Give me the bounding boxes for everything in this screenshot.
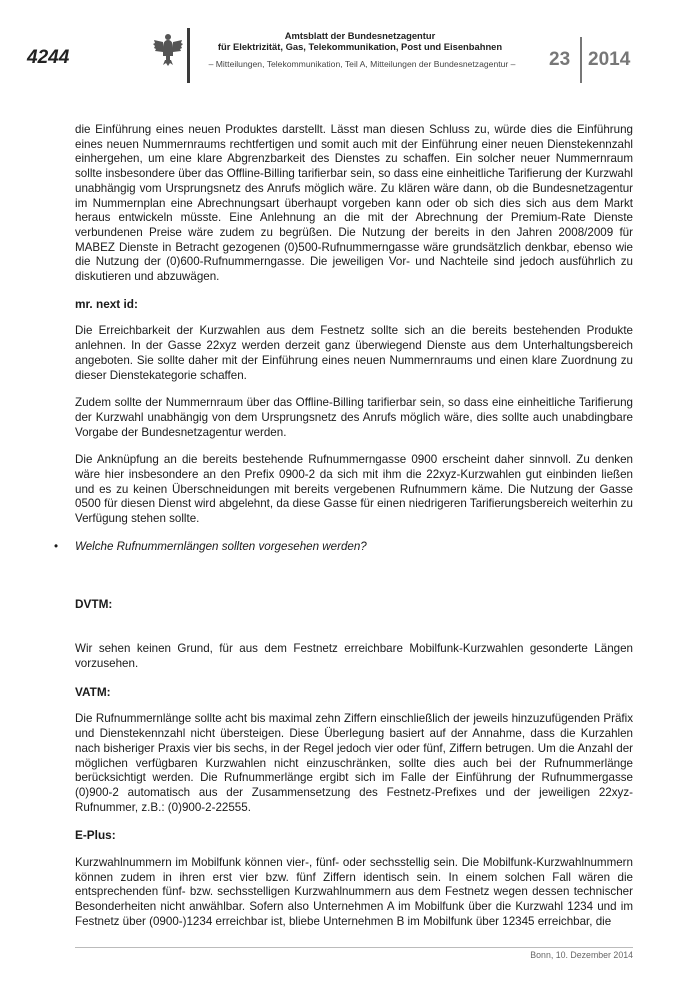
dvtm-paragraph: Wir sehen keinen Grund, für aus dem Festnetz erreichbare Mobilfunk-Kurzwahlen gesonderte Längen vorzusehen.: [75, 642, 633, 670]
issue-year: 2014: [588, 49, 631, 70]
mrnextid-paragraph-2: Zudem sollte der Nummernraum über das Offline-Billing tarifierbar sein, so dass eine einheitliche Tarifierung der Kurzwahl unabhängig von dem Ursprungsnetz des Anrufs möglich wäre, dies sollte auch unabdingbare Vorgabe der Bundesnetzagentur werden.: [75, 396, 633, 439]
federal-eagle-icon: [153, 32, 183, 66]
section-heading-eplus: E-Plus:: [75, 828, 116, 843]
question-text: Welche Rufnummernlängen sollten vorgesehen werden?: [75, 539, 367, 553]
article-body: [54, 123, 633, 943]
section-heading-mrnextid: mr. next id:: [75, 296, 138, 311]
intro-paragraph: die Einführung eines neuen Produktes darstellt. Lässt man diesen Schluss zu, würde dies die Einführung eines neuen Nummernraums rechtfertigen und somit auch mit der Einführung einer neuen Dienstekennzahl einhergehen, um eine klare Abgrenzbarkeit des Dienstes zu schaffen. Ein solcher neuer Nummernraum sollte insbesondere über das Offline-Billing tarifierbar sein, so dass eine einheitliche Tarifierung der Kurzwahl unabhängig vom Ursprungsnetz des Anrufs möglich wäre. Zu klären wäre dann, ob die Bundesnetzagentur im Nummernplan eine Abrechnungsart überhaupt vorgeben kann oder ob sich dies sich aus dem Markt heraus entwickeln müsste. Eine Anlehnung an die mit der Abrechnung der Premium-Rate Dienste verbundenen Preise wäre zudem zu begrüßen. Die Nutzung der bereits in den Jahren 2008/2009 für MABEZ Dienste in Betracht gezogenen (0)500-Rufnummerngasse wäre grundsätzlich denkbar, ebenso wie die Nutzung der (0)600-Rufnummerngasse. Die jeweiligen Vor- und Nachteile sind jedoch ausführlich zu diskutieren und abzuwägen.: [75, 123, 633, 284]
issue-divider: [580, 37, 582, 83]
mrnextid-paragraph-3: Die Anknüpfung an die bereits bestehende Rufnummerngasse 0900 erscheint daher sinnvoll. Zu denken wäre hier insbesondere an den Prefix 0900-2 da sich mit ihm die 22xyz-Kurzwahlen gut einbinden ließen und es zu keinen Überschneidungen mit bereits vergebenen Rufnummern käme. Die Nutzung der Gasse 0500 für diesen Dienst wird abgelehnt, da diese Gasse für einen niedrigeren Tarifierungsbereich weiterhin zu Verfügung stehen sollte.: [75, 453, 633, 526]
footer-date: Bonn, 10. Dezember 2014: [530, 950, 633, 960]
issue-number: 23: [549, 49, 571, 70]
footer-divider: [75, 947, 633, 948]
question-bullet: [54, 539, 633, 555]
bullet-icon: •: [54, 539, 59, 553]
section-heading-vatm: VATM:: [75, 684, 111, 699]
mrnextid-paragraph-1: Die Erreichbarkeit der Kurzwahlen aus dem Festnetz sollte sich an die bereits bestehenden Produkte anlehnen. In der Gasse 22xyz werden derzeit ganz überwiegend Dienste aus dem Unterhaltungsbereich angeboten. Sie sollte daher mit der Einführung eines neuen Nummernraums und einen klare Zuordnung zu dieser Dienstekategorie schaffen.: [75, 324, 633, 382]
vatm-paragraph: Die Rufnummernlänge sollte acht bis maximal zehn Ziffern einschließlich der jeweils hinzuzufügenden Präfix und Dienstekennzahl nicht übersteigen. Diese Überlegung basiert auf der Annahme, dass die Kurzahlen nach bisheriger Praxis vier bis sechs, in der Regel jedoch vier oder fünf, Ziffern betrugen. Um die Anzahl der möglichen verfügbaren Kurzwahlen nicht einzuschränken, sollte dies auch bei der Rufnummerlänge berücksichtigt werden. Die Rufnummerlänge ergibt sich im Falle der Einführung der Rufnummergasse (0)900-2 automatisch aus der Zusammensetzung des Festnetz-Prefixes und der jeweiligen 22xyz-Rufnummer, z.B.: (0)900-2-22555.: [75, 712, 633, 814]
gazette-title-subline: für Elektrizität, Gas, Telekommunikation, Post und Eisenbahnen: [217, 41, 503, 52]
section-heading-dvtm: DVTM:: [75, 596, 113, 611]
eplus-paragraph: Kurzwahlnummern im Mobilfunk können vier-, fünf- oder sechsstellig sein. Die Mobilfunk-Kurzwahlnummern können zudem in ihren erst vier bzw. fünf Ziffern identisch sein. In einem solchen Fall wären die entsprechenden fünf- bzw. sechsstelligen Kurzwahlnummern aus dem Festnetz wegen dessen technischer Besonderheiten nicht anwählbar. Sofern also Unternehmen A im Mobilfunk über die Kurzwahl 1234 und im Festnetz über (0900-)1234 erreichbar ist, bliebe Unternehmen B im Mobilfunk über 12345 erreichbar, die: [75, 856, 633, 928]
page-number: 4244: [27, 47, 70, 68]
gazette-section: – Mitteilungen, Telekommunikation, Teil A, Mitteilungen der Bundesnetzagentur –: [208, 59, 516, 69]
gazette-title: Amtsblatt der Bundesnetzagentur: [284, 30, 436, 41]
